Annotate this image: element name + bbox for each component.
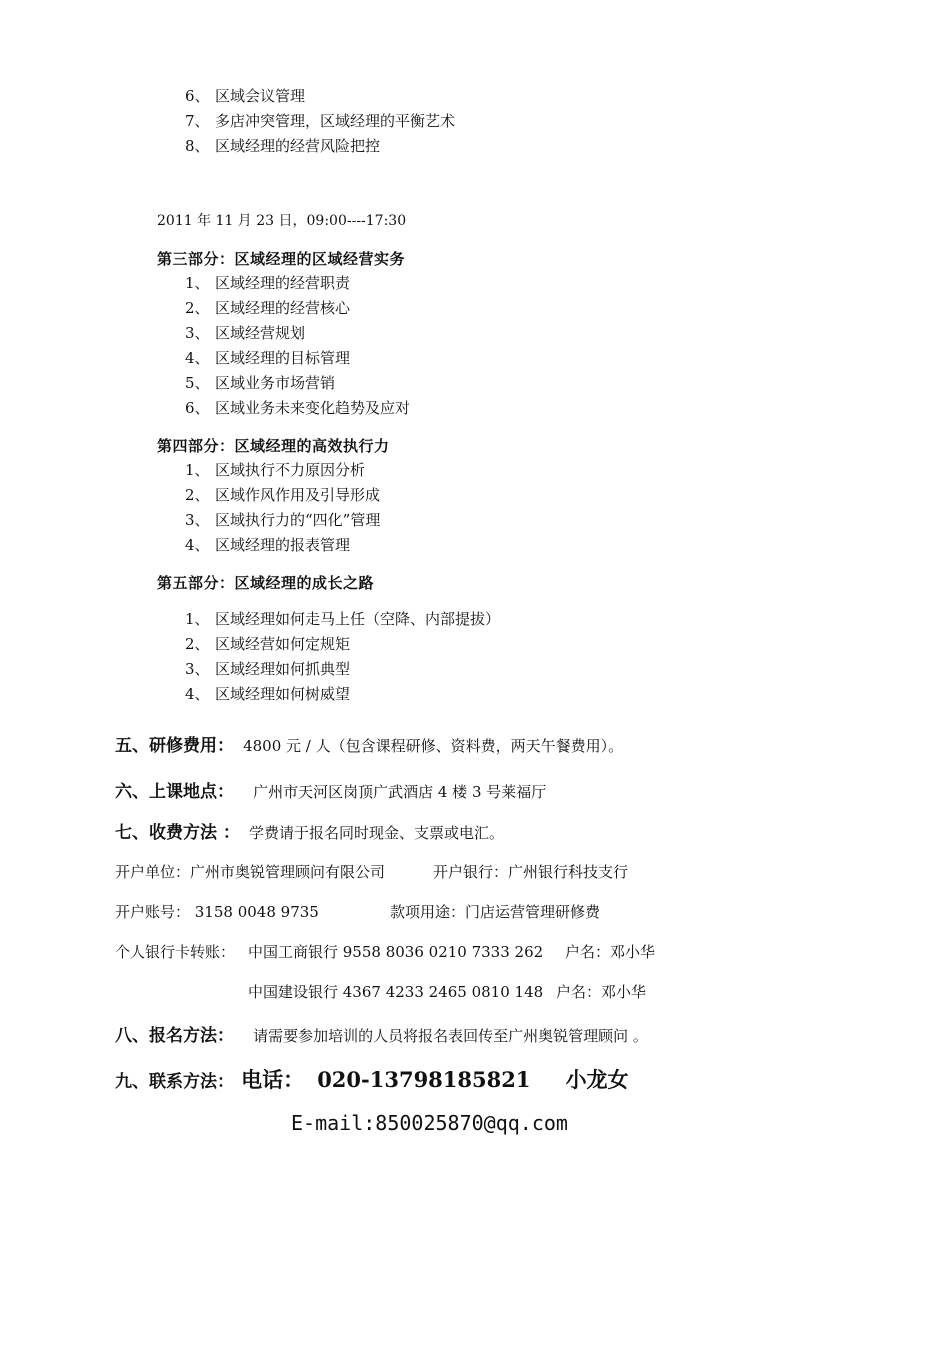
fee-section <box>115 735 623 757</box>
location-value: 广州市天河区岗顶广武酒店 4 楼 3 号莱福厅 <box>253 783 547 801</box>
signup-label: 八、报名方法： <box>115 1026 234 1046</box>
signup-section <box>115 1025 648 1047</box>
list-item: 4、 区域经理如何树威望 <box>185 685 351 703</box>
list-item: 1、 区域执行不力原因分析 <box>185 461 366 479</box>
personal-transfer-label: 个人银行卡转账： <box>115 943 236 961</box>
ccb-account: 中国建设银行 4367 4233 2465 0810 148 <box>248 983 544 1001</box>
contact-section <box>115 1066 629 1094</box>
contact-name: 小龙女 <box>565 1067 629 1092</box>
part5-heading: 第五部分：区域经理的成长之路 <box>157 574 375 592</box>
account-bank: 开户银行：广州银行科技支行 <box>433 863 629 881</box>
payment-label: 七、收费方法 ： <box>115 823 240 843</box>
icbc-account-name: 户名：邓小华 <box>565 943 656 961</box>
fee-value: 4800 元 / 人（包含课程研修、资料费，两天午餐费用）。 <box>243 737 624 755</box>
list-item: 3、 区域执行力的“四化”管理 <box>185 511 381 529</box>
list-item: 7、 多店冲突管理，区域经理的平衡艺术 <box>185 112 456 130</box>
contact-email: E-mail:850025870@qq.com <box>291 1111 568 1135</box>
schedule-date: 2011 年 11 月 23 日，09:00----17:30 <box>157 213 407 229</box>
icbc-account: 中国工商银行 9558 8036 0210 7333 262 <box>248 943 544 961</box>
account-unit: 开户单位：广州市奥锐管理顾问有限公司 <box>115 863 386 881</box>
list-item: 1、 区域经理的经营职责 <box>185 274 351 292</box>
list-item: 4、 区域经理的报表管理 <box>185 536 351 554</box>
ccb-account-name: 户名：邓小华 <box>556 983 647 1001</box>
payment-purpose: 款项用途：门店运营管理研修费 <box>390 903 601 921</box>
list-item: 5、 区域业务市场营销 <box>185 374 336 392</box>
list-item: 1、 区域经理如何走马上任（空降、内部提拔） <box>185 610 501 628</box>
part3-heading: 第三部分：区域经理的区域经营实务 <box>157 250 406 268</box>
list-item: 8、 区域经理的经营风险把控 <box>185 137 381 155</box>
phone-number: 020-13798185821 <box>317 1067 531 1092</box>
account-number: 开户账号： 3158 0048 9735 <box>115 903 319 921</box>
list-item: 6、 区域业务未来变化趋势及应对 <box>185 399 411 417</box>
signup-value: 请需要参加培训的人员将报名表回传至广州奥锐管理顾问 。 <box>253 1027 648 1045</box>
fee-label: 五、研修费用： <box>115 736 234 756</box>
phone-label: 电话： <box>241 1067 305 1092</box>
contact-label: 九、联系方法： <box>115 1072 234 1092</box>
list-item: 3、 区域经营规划 <box>185 324 306 342</box>
list-item: 4、 区域经理的目标管理 <box>185 349 351 367</box>
part4-heading: 第四部分：区域经理的高效执行力 <box>157 437 390 455</box>
list-item: 2、 区域作风作用及引导形成 <box>185 486 381 504</box>
list-item: 6、 区域会议管理 <box>185 87 306 105</box>
location-label: 六、上课地点： <box>115 782 234 802</box>
payment-value: 学费请于报名同时现金、支票或电汇。 <box>249 824 505 842</box>
payment-section <box>115 822 504 844</box>
list-item: 2、 区域经营如何定规矩 <box>185 635 351 653</box>
list-item: 3、 区域经理如何抓典型 <box>185 660 351 678</box>
location-section <box>115 781 546 803</box>
list-item: 2、 区域经理的经营核心 <box>185 299 351 317</box>
